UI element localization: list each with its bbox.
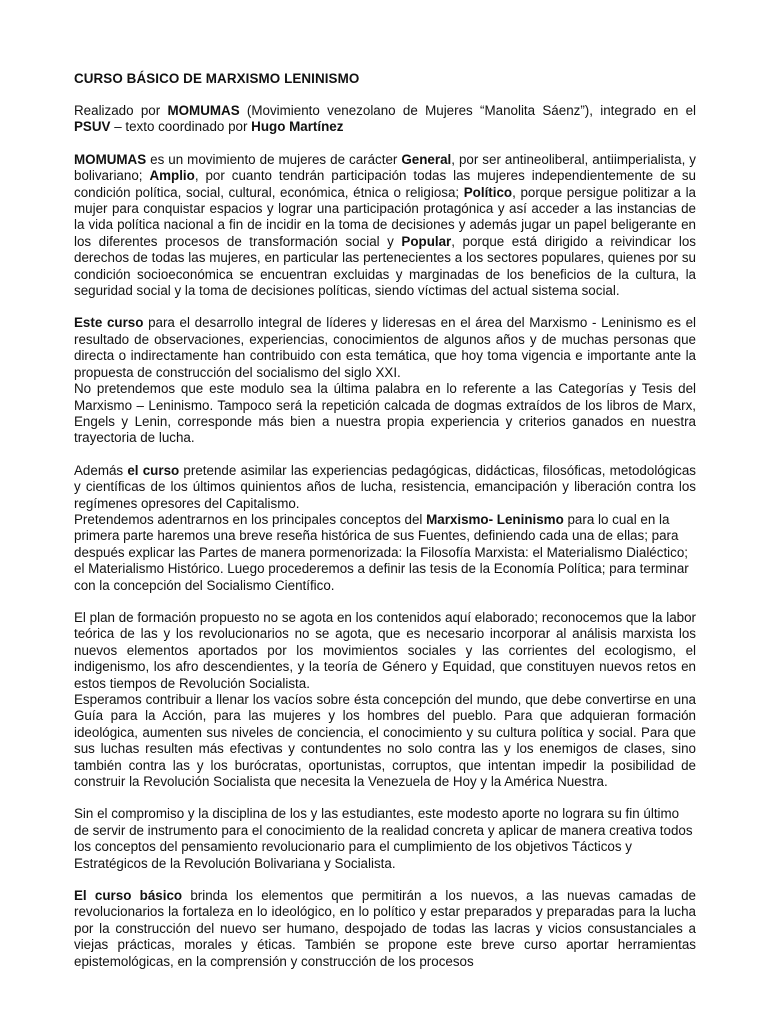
p1-bold-2: General (401, 151, 452, 167)
paragraph-pretendemos (74, 512, 696, 594)
intro-paragraph (74, 103, 696, 136)
p1-bold-1: MOMUMAS (74, 151, 147, 167)
paragraph-curso-basico (74, 888, 696, 970)
paragraph-momumas (74, 152, 696, 300)
p8-text-1: Sin el compromiso y la disciplina de los y las estudiantes, este modesto aporte no lograra su fin último de servir de instrumento para el conocimiento de la realidad concreta y aplicar de manera creativa todos los conceptos del pensamiento revolucionario para el cumplimiento de los objetivos Tácticos y Estratégicos de la Revolución Bolivariana y Socialista. (74, 806, 693, 871)
p5-text-1: Pretendemos adentrarnos en los principales conceptos del (74, 511, 427, 527)
p4-text-2: pretende asimilar las experiencias pedagógicas, didácticas, filosóficas, metodológicas y científicas de los últimos quinientos años de lucha, resistencia, emancipación y liberación contra los regímenes opresores del Capitalismo. (74, 462, 697, 511)
paragraph-este-curso (74, 315, 696, 381)
p4-text-1: Además (74, 462, 128, 478)
intro-text-3: – texto coordinado por (110, 119, 252, 135)
p6-text-1: El plan de formación propuesto no se agota en los contenidos aquí elaborado; reconocemos que la labor teórica de las y los revolucionarios no se agota, que es necesario incorporar al análisis marxista los nuevos elementos aportados por los movimientos sociales y las corrientes del ecologismo, el indigenismo, los afro descendientes, y la teoría de Género y Equidad, que constituyen nuevos retos en estos tiempos de Revolución Socialista. (74, 609, 696, 691)
paragraph-compromiso (74, 806, 696, 872)
p1-bold-4: Político (463, 184, 513, 200)
p5-bold-1: Marxismo- Leninismo (426, 511, 564, 527)
p2-text-1: para el desarrollo integral de líderes y lideresas en el área del Marxismo - Leninismo es el resultado de observaciones, experiencias, conocimientos de algunos años y de muchas personas que directa o indirectamente han contribuido con esta temática, que hoy toma vigencia e importante ante la propuesta de construcción del socialismo del siglo XXI. (74, 315, 696, 380)
p2-bold-1: Este curso (74, 315, 144, 331)
paragraph-ademas (74, 463, 696, 512)
p1-text-5: , porque está dirigido a reivindicar los derechos de todas las mujeres, en particular las pertenecientes a los sectores populares, quienes por su condición socioeconómica se encuentran excluidas y marginadas de los beneficios de la cultura, la seguridad social y la toma de decisiones políticas, siendo víctimas del actual sistema social. (74, 233, 696, 299)
p9-bold-1: El curso básico (74, 888, 183, 904)
paragraph-plan-formacion (74, 610, 696, 692)
p7-text-1: Esperamos contribuir a llenar los vacíos sobre ésta concepción del mundo, que debe convertirse en una Guía para la Acción, para las mujeres y los hombres del pueblo. Para que adquieran formación ideológica, aumenten sus niveles de conciencia, el conocimiento y su cultura política y social. Para que sus luchas resulten más efectivas y contundentes no solo contra las y los enemigos de clases, sino también contra las y los burócratas, oportunistas, corruptos, que intentan impedir la posibilidad de construir la Revolución Socialista que necesita la Venezuela de Hoy y la América Nuestra. (74, 692, 696, 790)
intro-bold-author: Hugo Martínez (251, 119, 344, 135)
intro-text-1: Realizado por (74, 103, 168, 118)
p1-text-4: , porque persigue politizar a la mujer para conquistar espacios y lograr una participación protagónica y así acceder a las instancias de la vida política nacional a fin de incidir en la toma de decisiones y además jugar un papel beligerante en los diferentes procesos de transformación social y (74, 184, 696, 249)
p3-text-1: No pretendemos que este modulo sea la última palabra en lo referente a las Categorías y Tesis del Marxismo – Leninismo. Tampoco será la repetición calcada de dogmas extraídos de los libros de Marx, Engels y Lenin, corresponde más bien a nuestra propia experiencia y criterios ganados en nuestra trayectoria de lucha. (74, 381, 696, 446)
p1-text-2: , por ser antineoliberal, antiimperialista, y bolivariano; (74, 151, 696, 184)
intro-text-2: (Movimiento venezolano de Mujeres “Manolita Sáenz”), integrado en el (239, 103, 696, 118)
paragraph-esperamos (74, 692, 696, 790)
intro-bold-psuv: PSUV (74, 119, 111, 135)
intro-bold-momumas: MOMUMAS (167, 103, 240, 118)
paragraph-no-pretendemos (74, 381, 696, 447)
p1-text-3: , por cuanto tendrán participación todas las mujeres independientemente de su condición política, social, cultural, económica, étnica o religiosa; (74, 168, 696, 200)
document-title: CURSO BÁSICO DE MARXISMO LENINISMO (74, 71, 360, 86)
p9-text-1: brinda los elementos que permitirán a los nuevos, a las nuevas camadas de revolucionarios la fortaleza en lo ideológico, en lo político y estar preparados y preparadas para la lucha por la construcción del nuevo ser humano, despojado de todas las lacras y vicios consustanciales a viejas prácticas, morales y éticas. También se propone este breve curso aportar herramientas epistemológicas, en la comprensión y construcción de los procesos (74, 888, 696, 969)
p1-bold-3: Amplio (149, 168, 195, 184)
p1-text-1: es un movimiento de mujeres de carácter (146, 151, 402, 167)
p1-bold-5: Popular (401, 233, 452, 249)
p4-bold-1: el curso (127, 462, 180, 478)
p5-text-2: para lo cual en la primera parte haremos una breve reseña histórica de sus Fuentes, definiendo cada una de ellas; para después explicar las Partes de manera pormenorizada: la Filosofía Marxista: el Materialismo Dialéctico; el Materialismo Histórico. Luego procederemos a definir las tesis de la Economía Política; para terminar con la concepción del Socialismo Científico. (74, 511, 689, 593)
